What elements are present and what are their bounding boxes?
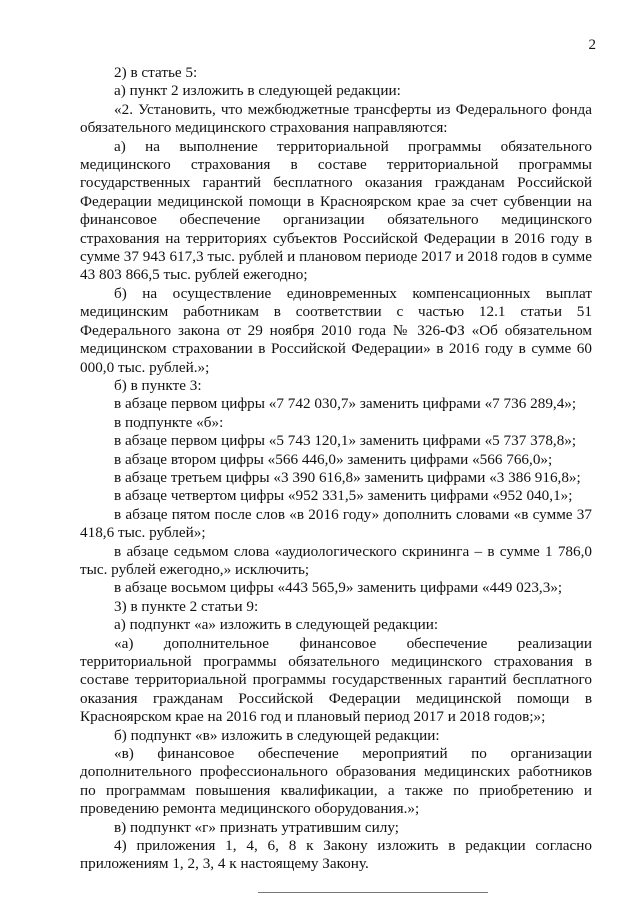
paragraph: в абзаце третьем цифры «3 390 616,8» заменить цифрами «3 386 916,8»; [114,468,581,486]
paragraph: а) подпункт «а» изложить в следующей редакции: [114,616,439,634]
paragraph: в подпункте «б»: [114,413,224,431]
paragraph: а) пункт 2 изложить в следующей редакции: [114,82,401,100]
paragraph: 3) в пункте 2 статьи 9: [114,597,259,615]
paragraph: в абзаце седьмом слова «аудиологического скрининга – в сумме 1 786,0 тыс. рублей ежегодно,» исключить; [80,542,592,578]
paragraph: в абзаце пятом после слов «в 2016 году» дополнить словами «в сумме 37 418,6 тыс. рублей»; [80,505,592,542]
paragraph: в абзаце первом цифры «7 742 030,7» заменить цифрами «7 736 289,4»; [114,395,577,413]
page-number: 2 [588,37,596,53]
document-body [80,64,592,874]
paragraph: в абзаце первом цифры «5 743 120,1» заменить цифрами «5 737 378,8»; [114,432,577,450]
paragraph: в абзаце восьмом цифры «443 565,9» заменить цифрами «449 023,3»; [114,579,563,597]
scan-edge-line [258,892,488,893]
paragraph: «2. Установить, что межбюджетные трансферты из Федерального фонда обязательного медицинского страхования направляются: [80,100,592,137]
paragraph: в абзаце четвертом цифры «952 331,5» заменить цифрами «952 040,1»; [114,487,573,505]
paragraph: в) подпункт «г» признать утратившим силу; [114,818,399,836]
paragraph: 2) в статье 5: [114,64,198,81]
paragraph: б) на осуществление единовременных компенсационных выплат медицинским работникам в соответствии с частью 12.1 статьи 51 Федерального закона от 29 ноября 2010 года № 326-ФЗ «Об обязательном медицинском страховании в Российской Федерации» в 2016 году в сумме 60 000,0 тыс. рублей.»; [80,284,592,376]
paragraph: б) подпункт «в» изложить в следующей редакции: [114,726,440,744]
paragraph: 4) приложения 1, 4, 6, 8 к Закону изложить в редакции согласно приложениям 1, 2, 3, 4 к настоящему Закону. [80,837,592,873]
paragraph: в абзаце втором цифры «566 446,0» заменить цифрами «566 766,0»; [114,450,553,468]
paragraph: а) на выполнение территориальной программы обязательного медицинского страхования в составе территориальной программы государственных гарантий бесплатного оказания гражданам Российской Федерации медицинской помощи в Красноярском крае за счет субвенции на финансовое обеспечение организации обязательного медицинского страхования на территориях субъектов Российской Федерации в 2016 году в сумме 37 943 617,3 тыс. рублей и плановом периоде 2017 и 2018 годов в сумме 43 803 866,5 тыс. рублей ежегодно; [80,137,592,284]
paragraph: «в) финансовое обеспечение мероприятий по организации дополнительного профессионального образования медицинских работников по программам повышения квалификации, а также по приобретению и проведению ремонта медицинского оборудования.»; [80,745,592,818]
paragraph: б) в пункте 3: [114,376,202,394]
paragraph: «а) дополнительное финансовое обеспечение реализации территориальной программы обязательного медицинского страхования в составе территориальной программы государственных гарантий бесплатного оказания гражданам Российской Федерации медицинской помощи в Красноярском крае на 2016 год и плановый период 2017 и 2018 годов;»; [80,634,592,726]
